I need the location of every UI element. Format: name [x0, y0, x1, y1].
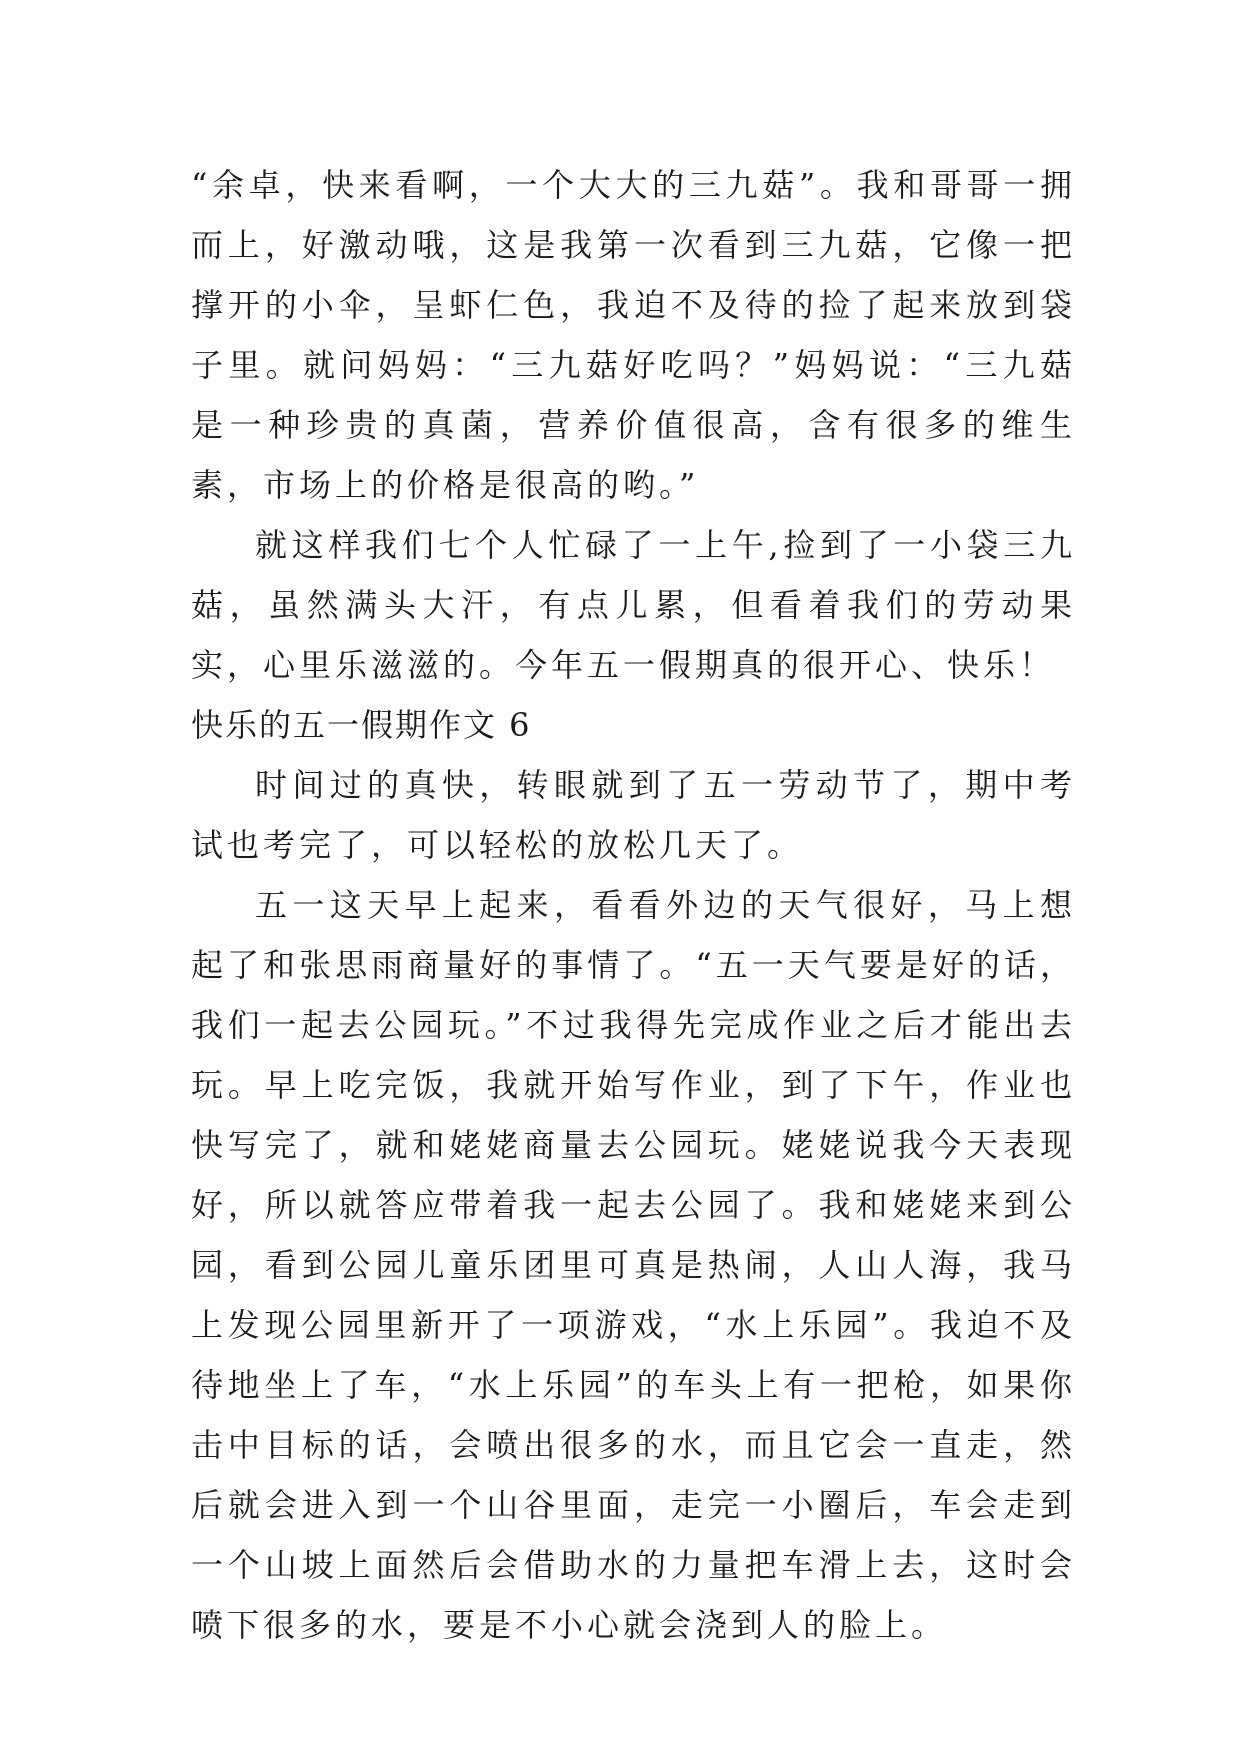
paragraph-park-visit: 五一这天早上起来，看看外边的天气很好，马上想起了和张思雨商量好的事情了。“五一天气要是好的话，我们一起去公园玩。”不过我得先完成作业之后才能出去玩。早上吃完饭，我就开始写作业，到了下午，作业也快写完了，就和姥姥商量去公园玩。姥姥说我今天表现好，所以就答应带着我一起去公园了。我和姥姥来到公园，看到公园儿童乐团里可真是热闹，人山人海，我马上发现公园里新开了一项游戏，“水上乐园”。我迫不及待地坐上了车，“水上乐园”的车头上有一把枪，如果你击中目标的话，会喷出很多的水，而且它会一直走，然后就会进入到一个山谷里面，走完一小圈后，车会走到一个山坡上面然后会借助水的力量把车滑上去，这时会喷下很多的水，要是不小心就会浇到人的脸上。 — [191, 886, 1076, 1644]
paragraph-mushroom-dialogue: “余卓，快来看啊，一个大大的三九菇”。我和哥哥一拥而上，好激动哦，这是我第一次看到三九菇，它像一把撑开的小伞，呈虾仁色，我迫不及待的捡了起来放到袋子里。就问妈妈：“三九菇好吃吗？”妈妈说：“三九菇是一种珍贵的真菌，营养价值很高，含有很多的维生素，市场上的价格是很高的哟。” — [191, 166, 1076, 504]
paragraph-busy-morning: 就这样我们七个人忙碌了一上午,捡到了一小袋三九菇，虽然满头大汗，有点儿累，但看着我们的劳动果实，心里乐滋滋的。今年五一假期真的很开心、快乐！ — [191, 526, 1076, 684]
document-body — [191, 155, 1076, 1655]
essay-heading: 快乐的五一假期作文 6 — [191, 706, 532, 744]
paragraph-time-flies: 时间过的真快，转眼就到了五一劳动节了，期中考试也考完了，可以轻松的放松几天了。 — [191, 766, 1076, 864]
